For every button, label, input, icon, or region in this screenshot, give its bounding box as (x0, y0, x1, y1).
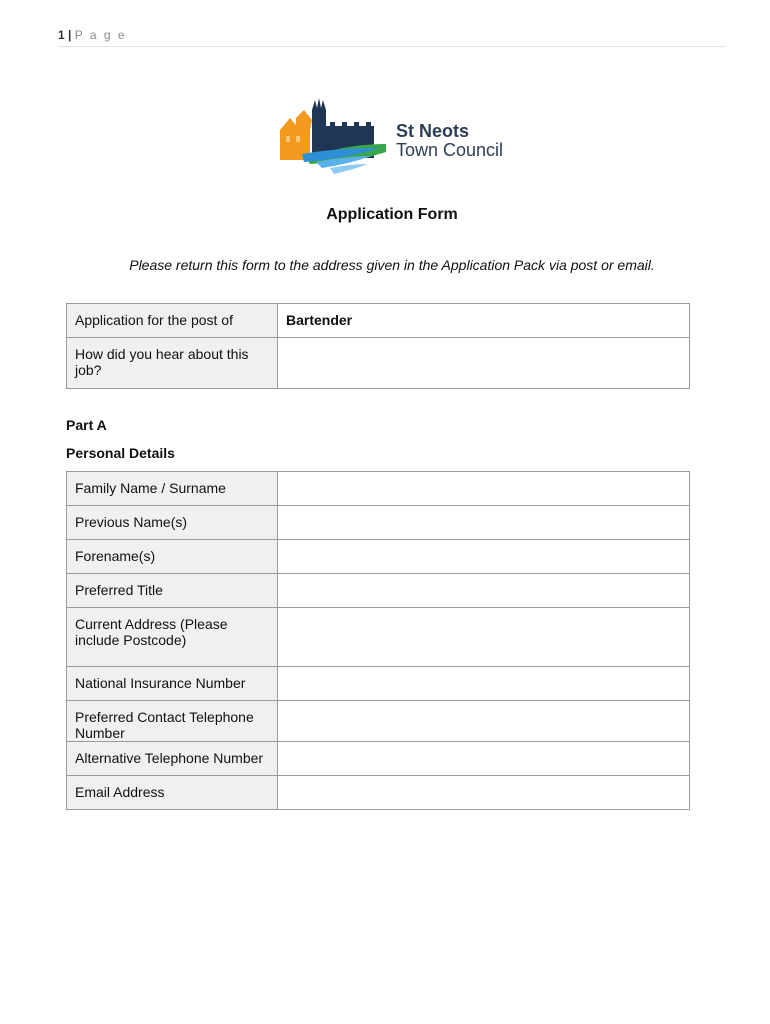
surname-label: Family Name / Surname (67, 472, 278, 506)
page-label: P a g e (74, 28, 127, 42)
forenames-field[interactable] (278, 540, 690, 574)
hear-about-label: How did you hear about this job? (67, 338, 278, 389)
post-value-field[interactable]: Bartender (278, 304, 690, 338)
hear-about-field[interactable] (278, 338, 690, 389)
table-row (67, 506, 690, 540)
table-row (67, 574, 690, 608)
previous-names-label: Previous Name(s) (67, 506, 278, 540)
table-row (67, 667, 690, 701)
email-field[interactable] (278, 776, 690, 810)
table-row (67, 338, 690, 389)
page-number: 1 | (58, 28, 72, 42)
post-table (66, 303, 690, 389)
alt-phone-label: Alternative Telephone Number (67, 742, 278, 776)
logo-line-1: St Neots (396, 121, 470, 141)
table-row (67, 742, 690, 776)
page-header (58, 28, 726, 47)
instruction-text: Please return this form to the address given in the Application Pack via post or email. (129, 257, 655, 273)
part-heading: Part A (66, 417, 107, 433)
table-row (67, 701, 690, 742)
table-row (67, 304, 690, 338)
surname-field[interactable] (278, 472, 690, 506)
preferred-title-label: Preferred Title (67, 574, 278, 608)
address-field[interactable] (278, 608, 690, 667)
contact-phone-field[interactable] (278, 701, 690, 742)
ni-number-field[interactable] (278, 667, 690, 701)
logo-text (396, 122, 503, 160)
table-row (67, 776, 690, 810)
contact-phone-label: Preferred Contact Telephone Number (67, 701, 278, 742)
logo-line-2: Town Council (396, 139, 504, 160)
section-heading: Personal Details (66, 445, 175, 461)
table-row (67, 608, 690, 667)
table-row (67, 540, 690, 574)
post-label: Application for the post of (67, 304, 278, 338)
alt-phone-field[interactable] (278, 742, 690, 776)
address-label: Current Address (Please include Postcode) (67, 608, 278, 667)
personal-details-table (66, 471, 690, 810)
preferred-title-field[interactable] (278, 574, 690, 608)
ni-number-label: National Insurance Number (67, 667, 278, 701)
previous-names-field[interactable] (278, 506, 690, 540)
form-title: Application Form (326, 206, 458, 223)
email-label: Email Address (67, 776, 278, 810)
table-row (67, 472, 690, 506)
forenames-label: Forename(s) (67, 540, 278, 574)
